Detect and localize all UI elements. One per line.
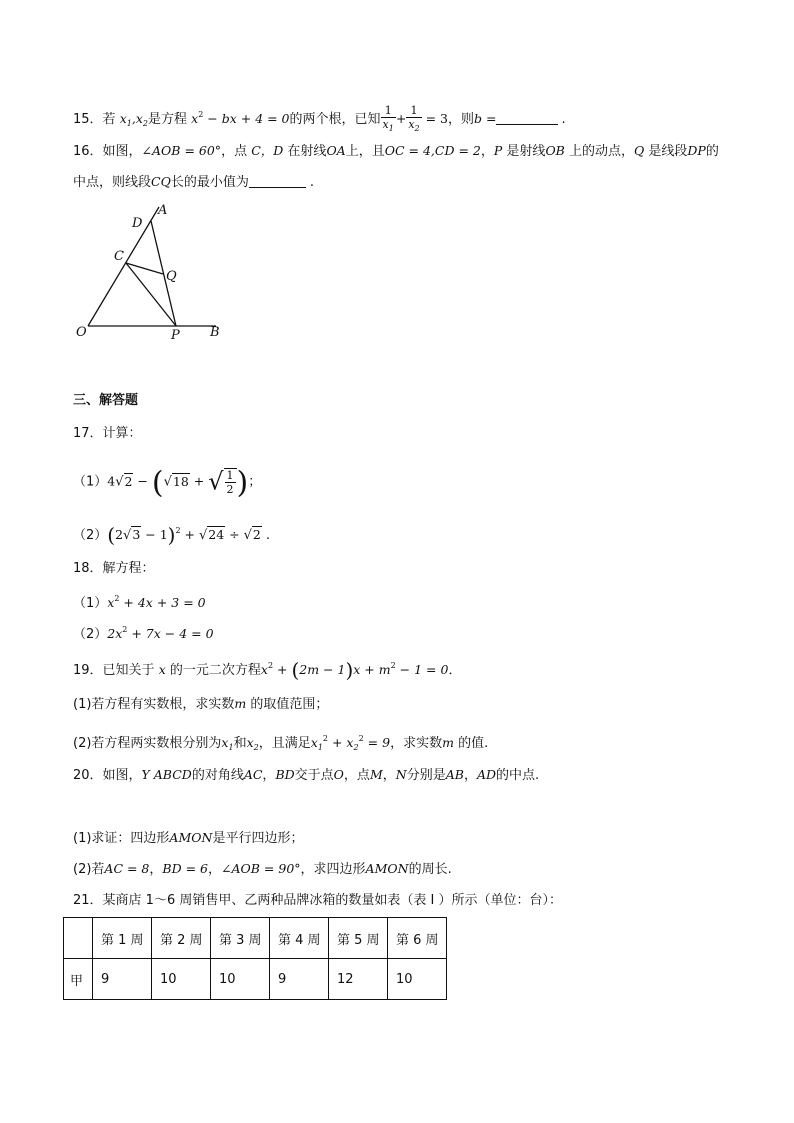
q20-stem-e: 分别是 <box>406 768 446 783</box>
q20-p1-a: (1)求证：四边形 <box>73 831 170 846</box>
q15-comma: , <box>131 111 136 126</box>
q16-cd: C，D <box>251 143 284 158</box>
q17-p2-minus-one: − 1 <box>141 527 168 542</box>
q16-text-a: 16．如图， <box>73 144 142 159</box>
q20-part-1 <box>73 828 303 849</box>
q16-dp: DP <box>687 143 706 158</box>
q20-parallelogram: Y ABCD <box>141 767 192 782</box>
q16-text-e: ， <box>480 144 494 159</box>
q18-p2-equation: + 7x − 4 = 0 <box>127 626 214 641</box>
q16-angle: ∠AOB = 60° <box>141 143 222 158</box>
q19-p2-x1-sub: 1 <box>228 743 234 752</box>
sqrt-icon: √ <box>123 528 132 543</box>
q16-end: . <box>309 175 314 190</box>
q15-frac1-num: 1 <box>381 104 396 118</box>
sqrt-icon: √ <box>163 474 172 490</box>
q15-sub1: 1 <box>126 119 132 128</box>
q19-p2-eq-x2-sub: 2 <box>353 743 359 752</box>
q20-stem <box>73 765 539 786</box>
q17-p1-half-num: 1 <box>226 469 234 482</box>
q19-stem <box>73 656 461 681</box>
left-paren-icon: ( <box>291 658 300 682</box>
right-paren-icon: ) <box>236 465 249 501</box>
q20-m: M <box>369 767 383 782</box>
q17-p1-half-den: 2 <box>226 483 234 496</box>
q15-frac2-den-x: x <box>408 118 415 131</box>
q16-text-h: 是线段 <box>644 144 688 159</box>
q16-text-c: 在射线 <box>283 144 327 159</box>
q19-eq-square: 2 <box>267 661 274 670</box>
sqrt-icon: √ <box>115 474 124 490</box>
q18-p2-label: （2） <box>73 627 108 642</box>
q20-stem-f: 的中点. <box>496 768 540 783</box>
q16-oa: OA <box>326 143 346 158</box>
q17-p1-half <box>224 468 237 496</box>
q16-condition: OC = 4,CD = 2 <box>384 143 481 158</box>
q18-p1-x: x <box>107 595 115 610</box>
left-paren-icon: ( <box>107 523 116 547</box>
q16-q: Q <box>634 143 645 158</box>
q16-text-i: 的 <box>705 144 719 159</box>
label-o: O <box>76 325 87 340</box>
q15-plus: + <box>395 111 407 126</box>
sqrt-icon: √ <box>208 467 224 496</box>
q19-eq-x: x <box>260 662 268 677</box>
q19-p2-eq-x1-sub: 1 <box>317 743 323 752</box>
question-16-line-1 <box>73 141 719 162</box>
q17-p1-coef: 4 <box>107 473 116 489</box>
q19-p2-and: 和 <box>233 736 247 751</box>
q15-prefix: 15．若 <box>73 112 120 127</box>
q17-p2-radicand-3: 3 <box>132 527 141 542</box>
q15-eq-sq: 2 <box>198 110 204 119</box>
q20-sep4: ， <box>149 862 163 877</box>
q19-x: x <box>158 662 166 677</box>
q18-p2-2x: 2x <box>107 626 123 641</box>
table-cell: 10 <box>388 959 447 1000</box>
q20-o: O <box>333 767 344 782</box>
q19-p2-b: ，且满足 <box>258 736 311 751</box>
q19-part-2 <box>73 729 488 758</box>
q19-p2-m: m <box>442 735 454 750</box>
q15-text1: 是方程 <box>147 112 187 127</box>
q17-p2-end: . <box>265 528 271 543</box>
q19-p2-end: 的值. <box>453 736 489 751</box>
q17-part-2 <box>73 521 270 546</box>
left-paren-icon: ( <box>151 465 164 501</box>
q20-stem-c: 交于点 <box>294 768 334 783</box>
q15-eq-x: x <box>191 111 199 126</box>
q19-p1-m: m <box>234 696 247 711</box>
q19-p2-eq-x1: x <box>310 735 318 750</box>
table-cell: 9 <box>93 959 152 1000</box>
q18-part-2 <box>73 620 214 645</box>
q17-p1-radicand-18: 18 <box>172 473 189 489</box>
q17-p1-label: （1） <box>73 474 108 490</box>
q16-geometry-figure <box>68 198 238 348</box>
q16-ob: OB <box>545 143 565 158</box>
q19-p2-eq-rest: = 9 <box>363 735 391 750</box>
q19-p2-eq-plus-x2: + x <box>328 735 354 750</box>
q19-p2-x2-sub: 2 <box>253 743 259 752</box>
q15-frac2-den-sub: 2 <box>414 124 420 133</box>
q19-p1-end: 的取值范围； <box>246 697 329 712</box>
q20-sep5: ， <box>208 862 222 877</box>
q15-sub2: 2 <box>142 119 148 128</box>
table-cell: 12 <box>329 959 388 1000</box>
right-paren-icon: ) <box>345 658 354 682</box>
question-16-line-2 <box>73 172 314 193</box>
q19-stem-end: ． <box>448 663 462 678</box>
q16-text-g: 上的动点， <box>564 144 635 159</box>
q15-equals: = 3 <box>421 111 449 126</box>
table-header-cell: 第 6 周 <box>388 918 447 959</box>
q20-sep2: ， <box>382 768 396 783</box>
q15-answer-blank[interactable] <box>496 124 558 125</box>
q19-p1-text: (1)若方程有实数根，求实数 <box>73 697 235 712</box>
q15-frac2-num: 1 <box>406 104 421 118</box>
q17-p2-plus: + <box>180 527 199 542</box>
q21-stem: 21．某商店 1～6 周销售甲、乙两种品牌冰箱的数量如表（表 I ）所示（单位：台）： <box>73 893 562 908</box>
q16-cq: CQ <box>151 174 171 189</box>
sales-table <box>63 917 447 1000</box>
q18-part-1 <box>73 589 206 614</box>
q17-p1-radicand-2: 2 <box>124 473 133 489</box>
q16-text-d: 上，且 <box>345 144 385 159</box>
q17-p2-square: 2 <box>175 526 181 535</box>
q17-title: 17．计算： <box>73 426 142 441</box>
q17-p1-plus: + <box>189 473 209 489</box>
label-a: A <box>158 203 168 218</box>
table-header-row <box>64 918 447 959</box>
q15-frac2-den <box>406 118 421 135</box>
q16-text-line2-b: 长的最小值为 <box>170 175 249 190</box>
label-c: C <box>114 249 124 264</box>
q15-frac1-den <box>381 118 396 135</box>
q20-ac: AC <box>243 767 263 782</box>
q20-n: N <box>395 767 407 782</box>
q20-stem-d: ，点 <box>343 768 370 783</box>
q19-part-1 <box>73 694 328 715</box>
q20-p2-b: ，求四边形 <box>300 862 366 877</box>
label-p: P <box>171 328 180 343</box>
label-d: D <box>132 216 143 231</box>
q19-stem-b: 的一元二次方程 <box>165 663 261 678</box>
q15-frac1-den-x: x <box>382 118 389 131</box>
q19-eq-paren-content: 2m − 1 <box>299 662 346 677</box>
q15-end: . <box>561 112 566 127</box>
q20-p2-cond-ac: AC = 8 <box>104 861 150 876</box>
label-q: Q <box>166 269 177 284</box>
q15-text3: ，则 <box>448 112 475 127</box>
q20-amon-2: AMON <box>365 861 409 876</box>
q20-ab: AB <box>445 767 464 782</box>
q17-p2-radicand-24: 24 <box>208 527 225 542</box>
q17-p1-end: ； <box>248 474 262 490</box>
ray-oa <box>88 207 159 326</box>
table-cell: 甲 <box>64 959 93 1000</box>
q15-frac1-den-sub: 1 <box>388 124 394 133</box>
q20-stem-a: 20．如图， <box>73 768 142 783</box>
q19-p2-eq-x2-sq: 2 <box>358 734 364 743</box>
q15-equation: − bx + 4 = 0 <box>203 111 290 126</box>
q19-eq-xm: x + m <box>353 662 391 677</box>
question-15 <box>73 104 566 135</box>
q17-p2-label: （2） <box>73 528 108 543</box>
q19-stem-a: 19．已知关于 <box>73 663 159 678</box>
q20-sep3: ， <box>463 768 477 783</box>
q19-p2-eq-x1-sq: 2 <box>322 734 329 743</box>
table-header-cell <box>64 918 93 959</box>
q20-sep1: ， <box>262 768 276 783</box>
q17-p2-radicand-2: 2 <box>252 527 261 542</box>
q18-p1-square: 2 <box>114 594 120 603</box>
q20-stem-b: 的对角线 <box>191 768 244 783</box>
q19-p2-c: ，求实数 <box>390 736 443 751</box>
q18-p1-equation: + 4x + 3 = 0 <box>119 595 206 610</box>
table-cell: 10 <box>152 959 211 1000</box>
q15-var-x2: x <box>135 111 143 126</box>
q19-p2-x1: x <box>221 735 229 750</box>
table-header-cell: 第 5 周 <box>329 918 388 959</box>
q17-part-1 <box>73 465 262 501</box>
q20-bd: BD <box>275 767 295 782</box>
q20-p2-a: (2)若 <box>73 862 105 877</box>
q16-text-f: 是射线 <box>502 144 546 159</box>
q15-var-x1: x <box>119 111 127 126</box>
q16-p: P <box>493 143 503 158</box>
q20-p1-b: 是平行四边形； <box>212 831 304 846</box>
segment-cq <box>126 263 163 274</box>
q19-eq-rest: − 1 = 0 <box>395 662 449 677</box>
sqrt-icon: √ <box>243 528 252 543</box>
q18-p1-label: （1） <box>73 596 108 611</box>
table-row <box>64 959 447 1000</box>
table-header-cell: 第 1 周 <box>93 918 152 959</box>
q17-p2-coef: 2 <box>115 527 124 542</box>
label-b: B <box>210 325 220 340</box>
q20-part-2 <box>73 859 452 880</box>
sqrt-icon: √ <box>199 528 208 543</box>
table-cell: 9 <box>270 959 329 1000</box>
q19-eq-square-2: 2 <box>390 661 396 670</box>
q17-p2-divide: ÷ <box>225 527 244 542</box>
q17-p1-minus: − <box>133 473 152 489</box>
q16-text-b: ，点 <box>221 144 252 159</box>
q16-text-line2-a: 中点，则线段 <box>73 175 152 190</box>
q20-p2-cond-bd: BD = 6 <box>162 861 208 876</box>
q18-title: 18．解方程： <box>73 561 155 576</box>
q16-answer-blank[interactable] <box>249 187 306 188</box>
q20-amon: AMON <box>169 830 213 845</box>
q20-p2-cond-angle: ∠AOB = 90° <box>221 861 301 876</box>
q19-p2-x2: x <box>246 735 254 750</box>
q15-fraction-1 <box>381 104 396 135</box>
table-header-cell: 第 2 周 <box>152 918 211 959</box>
q18-p2-square: 2 <box>122 625 128 634</box>
q20-ad: AD <box>476 767 497 782</box>
table-cell: 10 <box>211 959 270 1000</box>
section-3-title: 三、解答题 <box>73 393 139 408</box>
table-header-cell: 第 4 周 <box>270 918 329 959</box>
q20-p2-c: 的周长. <box>408 862 452 877</box>
q15-text2: 的两个根，已知 <box>289 112 381 127</box>
q19-eq-plus: + <box>273 662 292 677</box>
right-paren-icon: ) <box>167 523 176 547</box>
table-header-cell: 第 3 周 <box>211 918 270 959</box>
q15-b: b = <box>474 111 497 126</box>
q19-p2-a: (2)若方程两实数根分别为 <box>73 736 222 751</box>
q15-fraction-2 <box>406 104 421 135</box>
